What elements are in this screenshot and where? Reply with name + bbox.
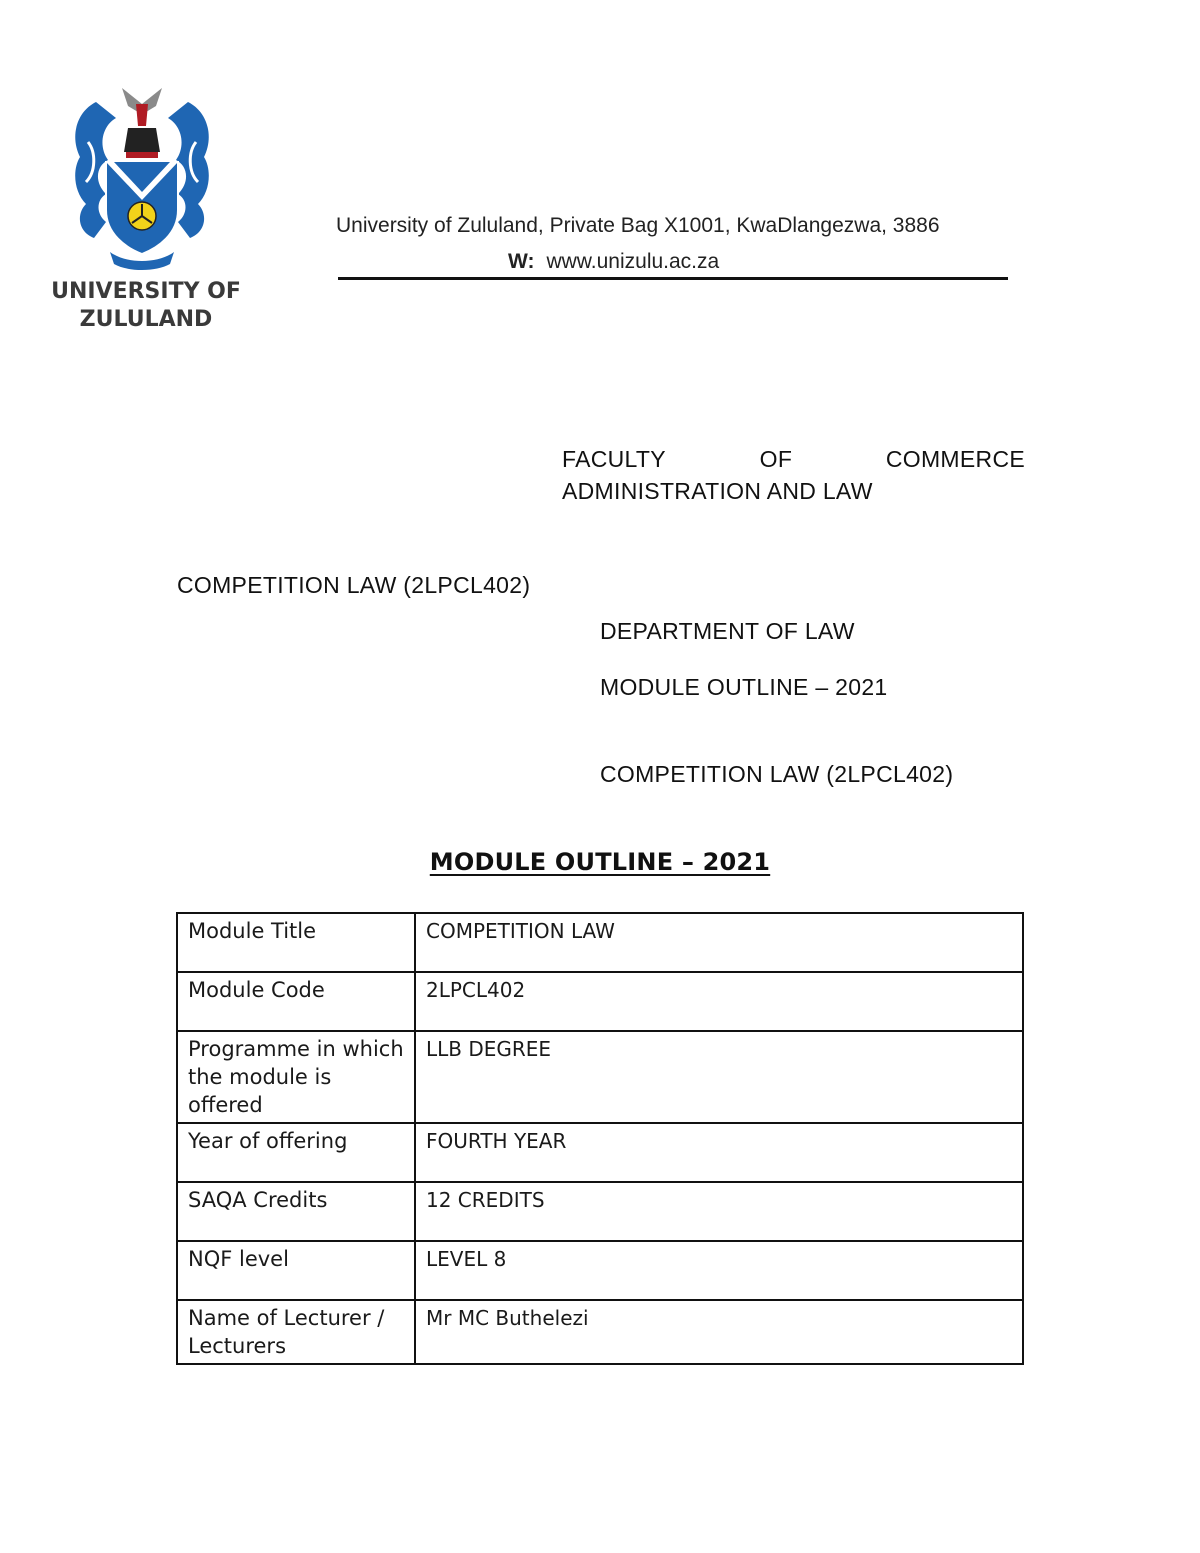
table-row (177, 1031, 1023, 1123)
row-label: SAQA Credits (177, 1182, 415, 1241)
table-row (177, 1123, 1023, 1182)
university-crest-logo (66, 82, 218, 274)
university-name (40, 278, 252, 334)
table-row (177, 913, 1023, 972)
faculty-word2: OF (759, 446, 793, 472)
module-name-left: COMPETITION LAW (2LPCL402) (177, 572, 531, 598)
row-value: LEVEL 8 (415, 1241, 1023, 1300)
row-value: 12 CREDITS (415, 1182, 1023, 1241)
table-row (177, 1300, 1023, 1364)
row-label: Module Code (177, 972, 415, 1031)
university-name-line2: ZULULAND (79, 307, 213, 332)
module-name-right: COMPETITION LAW (2LPCL402) (600, 761, 954, 787)
row-label: Name of Lecturer / Lecturers (177, 1300, 415, 1364)
row-value: Mr MC Buthelezi (415, 1300, 1023, 1364)
faculty-line2: ADMINISTRATION AND LAW (562, 478, 873, 504)
header-rule (338, 277, 1008, 280)
faculty-word3: COMMERCE (885, 446, 1025, 472)
table-row (177, 1182, 1023, 1241)
table-row (177, 1241, 1023, 1300)
row-value: FOURTH YEAR (415, 1123, 1023, 1182)
module-info-table (176, 912, 1024, 1365)
website-line (508, 250, 719, 274)
department-heading: DEPARTMENT OF LAW (600, 618, 855, 644)
university-name-line1: UNIVERSITY OF (51, 279, 241, 304)
website-url: www.unizulu.ac.za (546, 250, 720, 273)
row-value: COMPETITION LAW (415, 913, 1023, 972)
faculty-line1 (562, 446, 1025, 473)
row-label: Programme in which the module is offered (177, 1031, 415, 1123)
postal-address: University of Zululand, Private Bag X1001, KwaDlangezwa, 3886 (336, 214, 940, 237)
row-value: 2LPCL402 (415, 972, 1023, 1031)
row-label: Module Title (177, 913, 415, 972)
row-label: Year of offering (177, 1123, 415, 1182)
document-title: MODULE OUTLINE – 2021 (429, 848, 771, 876)
website-label: W: (508, 250, 535, 273)
row-value: LLB DEGREE (415, 1031, 1023, 1123)
table-row (177, 972, 1023, 1031)
faculty-word1: FACULTY (562, 446, 666, 472)
row-label: NQF level (177, 1241, 415, 1300)
module-outline-heading: MODULE OUTLINE – 2021 (600, 674, 888, 700)
